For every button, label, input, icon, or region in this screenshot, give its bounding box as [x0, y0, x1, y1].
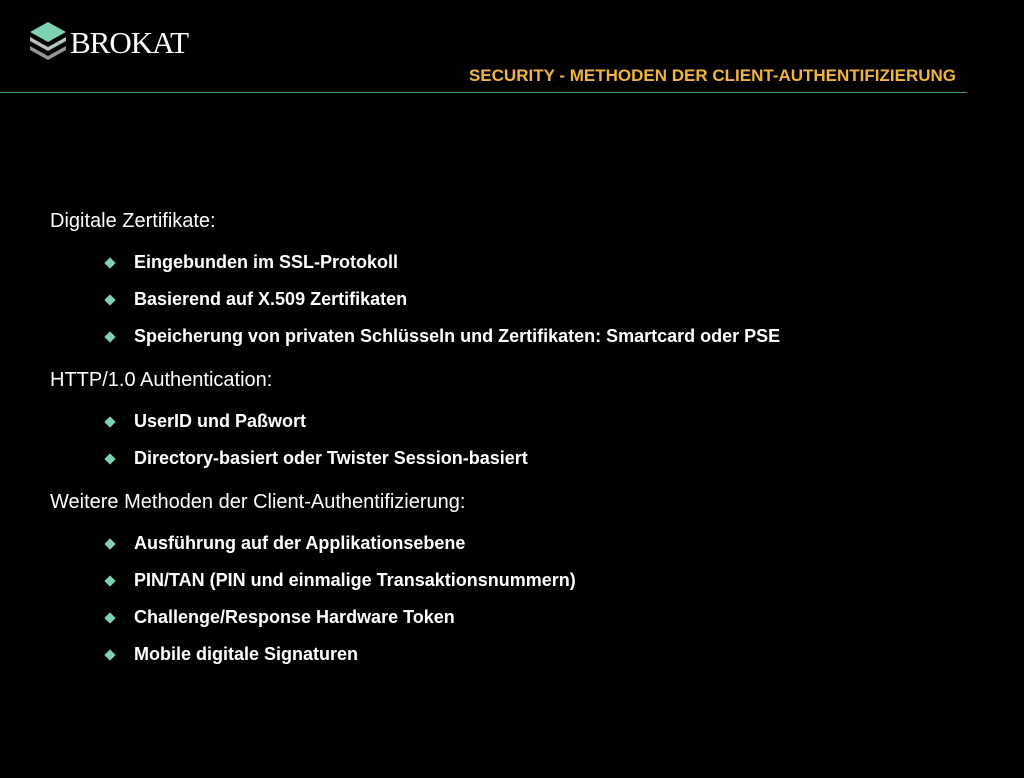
list-item-text: UserID und Paßwort	[134, 411, 307, 431]
diamond-bullet-icon	[104, 649, 115, 660]
bullet-list	[50, 525, 990, 673]
section-digital-certificates	[50, 208, 990, 355]
list-item-text: Challenge/Response Hardware Token	[134, 607, 455, 627]
list-item-text: Directory-basiert oder Twister Session-basiert	[134, 448, 528, 468]
list-item-text: Basierend auf X.509 Zertifikaten	[134, 289, 408, 309]
brokat-logo	[28, 18, 188, 66]
list-item	[50, 403, 990, 440]
diamond-bullet-icon	[104, 612, 115, 623]
section-further-methods	[50, 489, 990, 673]
list-item	[50, 281, 990, 318]
section-heading: Digitale Zertifikate:	[50, 210, 216, 232]
list-item-text: Ausführung auf der Applikationsebene	[134, 533, 466, 553]
diamond-bullet-icon	[104, 538, 115, 549]
list-item	[50, 318, 990, 355]
list-item	[50, 636, 990, 673]
diamond-bullet-icon	[104, 331, 115, 342]
diamond-bullet-icon	[104, 575, 115, 586]
section-http-authentication	[50, 367, 990, 477]
list-item-text: Eingebunden im SSL-Protokoll	[134, 252, 399, 272]
diamond-bullet-icon	[104, 294, 115, 305]
diamond-bullet-icon	[104, 416, 115, 427]
section-heading: HTTP/1.0 Authentication:	[50, 369, 273, 391]
bullet-list	[50, 244, 990, 355]
list-item	[50, 562, 990, 599]
list-item-text: PIN/TAN (PIN und einmalige Transaktionsnummern)	[134, 570, 576, 590]
logo-wordmark: BROKAT	[70, 24, 189, 60]
slide-content	[50, 208, 990, 685]
list-item	[50, 244, 990, 281]
diamond-bullet-icon	[104, 257, 115, 268]
list-item	[50, 525, 990, 562]
stacked-layers-icon	[28, 20, 68, 64]
list-item	[50, 599, 990, 636]
section-heading: Weitere Methoden der Client-Authentifizierung:	[50, 491, 466, 513]
title-divider	[0, 92, 967, 93]
slide-title: SECURITY - METHODEN DER CLIENT-AUTHENTIFIZIERUNG	[468, 66, 956, 85]
list-item-text: Mobile digitale Signaturen	[134, 644, 359, 664]
list-item-text: Speicherung von privaten Schlüsseln und Zertifikaten: Smartcard oder PSE	[134, 326, 781, 346]
diamond-bullet-icon	[104, 453, 115, 464]
bullet-list	[50, 403, 990, 477]
list-item	[50, 440, 990, 477]
